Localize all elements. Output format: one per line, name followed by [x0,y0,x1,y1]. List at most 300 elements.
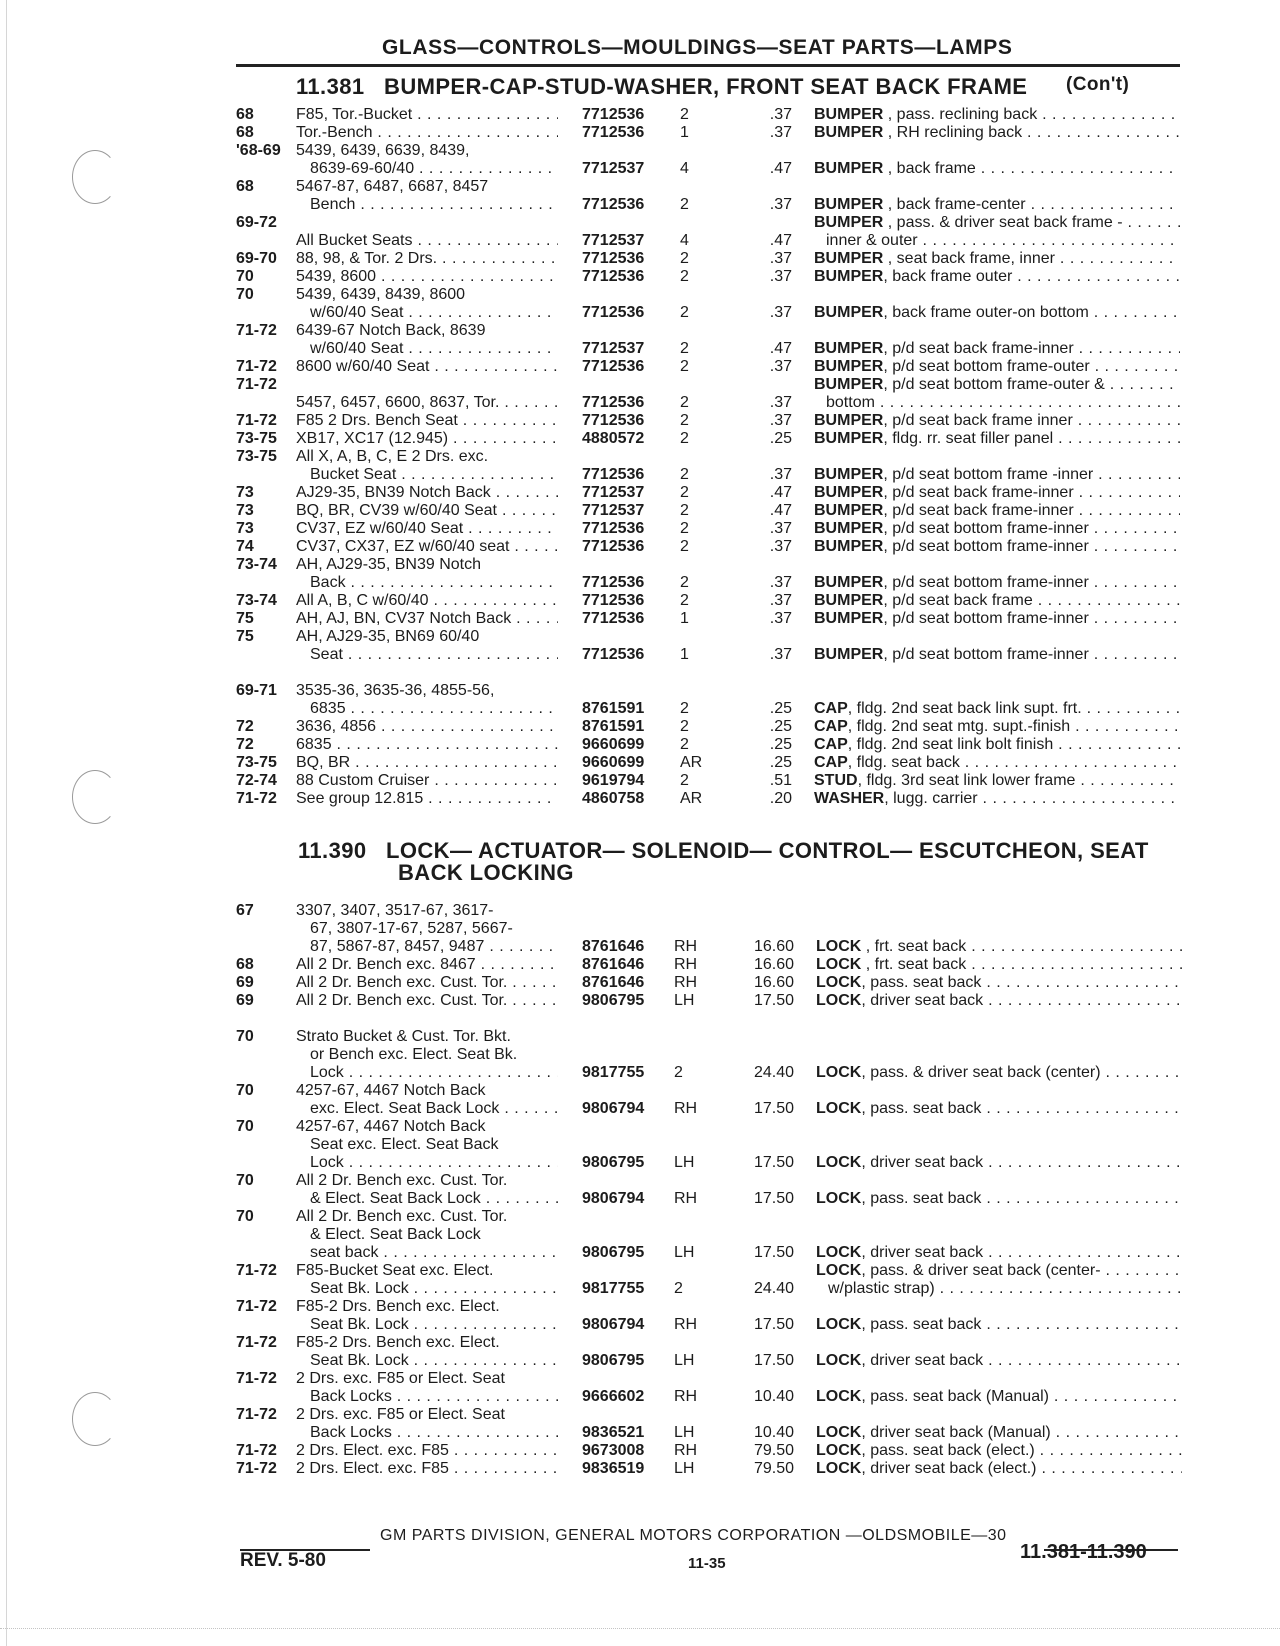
row-part-number: 7712536 [582,304,645,321]
description-line [816,956,1182,974]
description-text: , pass. & driver seat back (center- [861,1262,1101,1279]
section-1-continued: (Con't) [1066,74,1130,95]
table-row [0,718,1280,736]
application-line: See group 12.815 . . . [296,790,558,808]
application-line: 5439, 6439, 6639, 8439, [296,142,470,159]
row-application [296,1442,558,1460]
description-text: , pass. seat back [861,974,982,991]
description-keyword: BUMPER [814,196,884,213]
application-line: 5467-87, 6487, 6687, 8457 [296,178,489,195]
row-quantity: 1 [680,124,689,141]
application-line: Seat Bk. Lock . . . [296,1352,558,1370]
description-line [814,790,1180,808]
row-part-number: 7712536 [582,196,645,213]
row-application [296,1028,558,1082]
row-quantity: 2 [674,1064,683,1081]
description-line [814,520,1180,538]
row-application [296,790,558,808]
row-quantity: 2 [680,772,689,789]
table-row [0,736,1280,754]
application-line: BQ, BR, CV39 w/60/40 Seat . . . [296,502,558,520]
application-line: Bucket Seat . . . [296,466,558,484]
row-application [296,1370,558,1406]
description-line [816,1460,1182,1478]
description-text: , driver seat back [861,992,984,1009]
description-text: , back frame outer-on bottom [883,304,1089,321]
description-text: , p/d seat back frame inner [883,412,1073,429]
description-text: , pass. & driver seat back (center) [861,1064,1101,1081]
row-year: 70 [236,1208,254,1225]
row-application [296,124,558,142]
description-keyword: LOCK [816,956,862,973]
row-part-number: 7712537 [582,340,645,357]
row-year: 71-72 [236,1298,277,1315]
application-line: BQ, BR . . . [296,754,558,772]
description-keyword: LOCK [816,1154,862,1171]
description-line [814,574,1180,592]
application-line: exc. Elect. Seat Back Lock . . . [296,1100,558,1118]
row-quantity: 1 [680,610,689,627]
row-price: 10.40 [753,1388,794,1405]
row-year: 69-70 [236,250,277,267]
row-description [814,520,1180,538]
application-line: 4257-67, 4467 Notch Back [296,1118,486,1135]
table-row [0,520,1280,538]
description-text: , fldg. rr. seat filler panel [883,430,1054,447]
description-keyword: LOCK [816,1424,862,1441]
description-keyword: LOCK [816,1100,862,1117]
row-description [816,938,1182,956]
row-year: 69-72 [236,214,277,231]
row-description [816,1154,1182,1172]
row-quantity: RH [674,974,698,991]
description-text: w/plastic strap) [828,1280,935,1297]
footer-revision: REV. 5-80 [240,1550,326,1571]
description-line [814,124,1180,142]
application-line: F85-2 Drs. Bench exc. Elect. [296,1334,500,1351]
description-keyword: BUMPER [814,106,884,123]
row-price: .25 [769,736,792,753]
description-line [814,268,1180,286]
application-line: 3307, 3407, 3517-67, 3617- [296,902,494,919]
application-line: 88, 98, & Tor. 2 Drs. . . . [296,250,558,268]
description-text: , frt. seat back [861,956,967,973]
description-line [814,646,1180,664]
row-price: .47 [769,160,792,177]
row-part-number: 7712536 [582,538,645,555]
table-row [0,1208,1280,1262]
row-year: 73 [236,484,254,501]
row-description [816,1460,1182,1478]
row-quantity: 2 [680,502,689,519]
description-keyword: LOCK [816,1316,862,1333]
application-line: XB17, XC17 (12.945) . . . [296,430,558,448]
section-2-parts-table [0,902,1280,1478]
application-line: Back Locks . . . [296,1388,558,1406]
row-part-number: 4860758 [582,790,645,807]
row-year: 72-74 [236,772,277,789]
description-text: , p/d seat bottom frame-outer & [883,376,1105,393]
row-quantity: 2 [680,106,689,123]
row-quantity: 2 [680,574,689,591]
row-year: 70 [236,1118,254,1135]
row-quantity: AR [680,754,703,771]
row-description [814,574,1180,592]
row-part-number: 7712536 [582,250,645,267]
table-row [0,250,1280,268]
application-line: 6835 . . . [296,700,558,718]
row-application [296,1172,558,1208]
description-line [814,538,1180,556]
row-year: 70 [236,1082,254,1099]
description-line [816,1280,1182,1298]
row-application [296,502,558,520]
row-quantity: 4 [680,232,689,249]
row-description [816,1262,1182,1298]
table-row [0,992,1280,1010]
row-year: 69 [236,974,254,991]
description-text: , fldg. 2nd seat mtg. supt.-finish [847,718,1071,735]
description-keyword: LOCK [816,1388,862,1405]
row-part-number: 7712536 [582,358,645,375]
row-description [814,268,1180,286]
row-description [814,430,1180,448]
row-quantity: LH [674,1154,695,1171]
application-line: Tor.-Bench . . . [296,124,558,142]
description-text: , p/d seat back frame-inner [883,502,1074,519]
application-line: All Bucket Seats . . . [296,232,558,250]
row-price: 17.50 [753,1352,794,1369]
description-line [814,412,1180,430]
description-text: , p/d seat bottom frame -inner [883,466,1094,483]
row-description [814,214,1180,250]
table-row [0,1262,1280,1298]
row-year: 72 [236,718,254,735]
row-part-number: 7712537 [582,502,645,519]
description-line [816,1064,1182,1082]
application-line: Back Locks . . . [296,1424,558,1442]
description-text: , driver seat back [861,1352,984,1369]
application-line: All 2 Dr. Bench exc. Cust. Tor. . . . [296,992,558,1010]
row-description [814,376,1180,412]
table-row [0,142,1280,178]
row-application [296,1406,558,1442]
row-price: 17.50 [753,992,794,1009]
row-part-number: 9836521 [582,1424,645,1441]
row-description [814,340,1180,358]
row-application [296,268,558,286]
row-part-number: 7712536 [582,268,645,285]
row-part-number: 8761646 [582,974,645,991]
description-line [814,358,1180,376]
description-line [816,1262,1182,1280]
description-line [816,1154,1182,1172]
description-keyword: BUMPER [814,214,884,231]
application-line: All 2 Dr. Bench exc. Cust. Tor. . . . [296,974,558,992]
row-price: .25 [769,754,792,771]
application-line: F85-Bucket Seat exc. Elect. [296,1262,494,1279]
row-quantity: RH [674,1316,698,1333]
row-year: '68-69 [236,142,281,159]
description-line [816,992,1182,1010]
row-part-number: 7712536 [582,124,645,141]
table-row [0,484,1280,502]
description-keyword: BUMPER [814,466,884,483]
page-header: GLASS—CONTROLS—MOULDINGS—SEAT PARTS—LAMPS [382,36,1013,59]
description-text: , fldg. seat back [847,754,960,771]
description-line [814,340,1180,358]
row-part-number: 7712536 [582,412,645,429]
application-line: CV37, EZ w/60/40 Seat . . . [296,520,558,538]
description-text: , driver seat back [861,1154,984,1171]
row-quantity: RH [674,1190,698,1207]
description-line [816,1352,1182,1370]
table-row [0,322,1280,358]
row-quantity: 2 [680,268,689,285]
row-price: .37 [769,106,792,123]
row-part-number: 7712537 [582,232,645,249]
table-row [0,412,1280,430]
table-row [0,628,1280,664]
row-description [816,1064,1182,1082]
row-application [296,682,558,718]
description-keyword: LOCK [816,1064,862,1081]
row-part-number: 7712536 [582,574,645,591]
row-quantity: RH [674,1388,698,1405]
row-price: 16.60 [753,956,794,973]
row-price: 79.50 [753,1442,794,1459]
row-year: 73 [236,520,254,537]
section-1-title: BUMPER-CAP-STUD-WASHER, FRONT SEAT BACK FRAME [384,74,1028,99]
description-keyword: LOCK [816,1442,862,1459]
description-keyword: BUMPER [814,412,884,429]
description-line [814,502,1180,520]
row-year: 68 [236,124,254,141]
application-line: 6439-67 Notch Back, 8639 [296,322,486,339]
row-application [296,358,558,376]
row-description [816,1100,1182,1118]
description-line [814,376,1180,394]
row-part-number: 7712536 [582,520,645,537]
row-application [296,142,558,178]
row-quantity: RH [674,1442,698,1459]
row-description [816,1316,1182,1334]
row-price: 10.40 [753,1424,794,1441]
row-year: 73-75 [236,430,277,447]
application-line: seat back . . . [296,1244,558,1262]
description-keyword: BUMPER [814,268,884,285]
table-row [0,214,1280,250]
row-description [814,466,1180,484]
row-year: 71-72 [236,790,277,807]
application-line: 3535-36, 3635-36, 4855-56, [296,682,495,699]
row-part-number: 9817755 [582,1064,645,1081]
row-application [296,628,558,664]
description-text: , RH reclining back [883,124,1023,141]
row-description [816,974,1182,992]
row-part-number: 9806794 [582,1316,645,1333]
row-description [814,772,1180,790]
row-description [816,1190,1182,1208]
row-price: .47 [769,232,792,249]
row-description [814,358,1180,376]
row-part-number: 9666602 [582,1388,645,1405]
row-price: .47 [769,484,792,501]
row-year: 71-72 [236,376,277,393]
row-quantity: 2 [680,466,689,483]
row-quantity: 2 [680,358,689,375]
table-row [0,754,1280,772]
section-1-heading [296,74,1130,100]
application-line: 8600 w/60/40 Seat . . . [296,358,558,376]
description-keyword: BUMPER [814,340,884,357]
row-application [296,214,558,250]
row-year: 71-72 [236,1334,277,1351]
row-price: .37 [769,592,792,609]
description-text: , fldg. 3rd seat link lower frame [857,772,1076,789]
table-row [0,178,1280,214]
application-line: 88 Custom Cruiser . . . [296,772,558,790]
description-line [816,1100,1182,1118]
row-price: 17.50 [753,1190,794,1207]
application-line: All 2 Dr. Bench exc. Cust. Tor. [296,1172,508,1189]
row-price: .37 [769,646,792,663]
row-part-number: 7712536 [582,106,645,123]
row-price: .20 [769,790,792,807]
row-application [296,556,558,592]
application-line: F85 2 Drs. Bench Seat . . . [296,412,558,430]
row-part-number: 9806794 [582,1190,645,1207]
row-part-number: 9806795 [582,992,645,1009]
row-quantity: 2 [680,394,689,411]
row-year: 69 [236,992,254,1009]
application-line: & Elect. Seat Back Lock . . . [296,1190,558,1208]
row-part-number: 9806795 [582,1244,645,1261]
row-application [296,992,558,1010]
description-keyword: CAP [814,736,848,753]
row-price: .37 [769,538,792,555]
row-price: 24.40 [753,1064,794,1081]
description-line [814,304,1180,322]
table-row [0,1406,1280,1442]
row-year: 71-72 [236,1370,277,1387]
row-description [814,610,1180,628]
row-price: .37 [769,466,792,483]
row-description [814,160,1180,178]
description-keyword: WASHER [814,790,885,807]
row-part-number: 8761591 [582,718,645,735]
row-year: 72 [236,736,254,753]
application-line: 5439, 8600 . . . [296,268,558,286]
row-description [816,1388,1182,1406]
row-part-number: 9673008 [582,1442,645,1459]
row-year: 70 [236,268,254,285]
table-row [0,556,1280,592]
row-price: .37 [769,358,792,375]
row-part-number: 9660699 [582,736,645,753]
application-line: 2 Drs. Elect. exc. F85 . . . [296,1442,558,1460]
row-price: .37 [769,250,792,267]
row-quantity: RH [674,1100,698,1117]
row-description [814,646,1180,664]
application-line: or Bench exc. Elect. Seat Bk. [310,1046,518,1063]
description-line [814,484,1180,502]
row-application [296,412,558,430]
row-application [296,592,558,610]
row-quantity: RH [674,956,698,973]
description-keyword: BUMPER [814,124,884,141]
description-keyword: BUMPER [814,430,884,447]
description-text: , fldg. 2nd seat back link supt. frt. [847,700,1082,717]
row-application [296,430,558,448]
table-row [0,772,1280,790]
row-quantity: RH [674,938,698,955]
table-row [0,1082,1280,1118]
row-description [814,538,1180,556]
description-line [814,700,1180,718]
description-line [814,772,1180,790]
row-year: 74 [236,538,254,555]
table-row [0,1370,1280,1406]
table-row [0,790,1280,808]
row-application [296,376,558,412]
application-line: Seat . . . [296,646,558,664]
description-line [816,1424,1182,1442]
description-text: , p/d seat back frame-inner [883,340,1074,357]
table-row [0,1442,1280,1460]
description-line [814,736,1180,754]
description-keyword: BUMPER [814,502,884,519]
row-price: .37 [769,124,792,141]
row-description [816,992,1182,1010]
application-line: Strato Bucket & Cust. Tor. Bkt. [296,1028,511,1045]
application-line: All A, B, C w/60/40 . . . [296,592,558,610]
description-keyword: LOCK [816,938,862,955]
application-line: 3636, 4856 . . . [296,718,558,736]
table-row [0,286,1280,322]
application-line: AH, AJ, BN, CV37 Notch Back . . . [296,610,558,628]
application-line: CV37, CX37, EZ w/60/40 seat . . . [296,538,558,556]
description-line [814,160,1180,178]
row-year: 71-72 [236,322,277,339]
application-line: Lock . . . [296,1064,558,1082]
row-part-number: 8761591 [582,700,645,717]
footer-group-range: 11.381-11.390 [1020,1541,1147,1563]
row-description [814,736,1180,754]
row-quantity: LH [674,1460,695,1477]
table-row [0,1028,1280,1082]
row-quantity: 2 [680,520,689,537]
row-part-number: 7712536 [582,592,645,609]
description-line [814,106,1180,124]
description-text: , p/d seat back frame [883,592,1033,609]
description-line [814,232,1180,250]
application-line: F85-2 Drs. Bench exc. Elect. [296,1298,500,1315]
row-part-number: 7712537 [582,160,645,177]
description-keyword: CAP [814,700,848,717]
description-keyword: BUMPER [814,250,884,267]
row-application [296,1262,558,1298]
row-price: 16.60 [753,974,794,991]
description-line [814,592,1180,610]
description-line [816,974,1182,992]
row-price: .37 [769,412,792,429]
row-quantity: 2 [680,412,689,429]
table-row [0,1172,1280,1208]
row-year: 68 [236,106,254,123]
row-price: 17.50 [753,1154,794,1171]
row-part-number: 4880572 [582,430,645,447]
